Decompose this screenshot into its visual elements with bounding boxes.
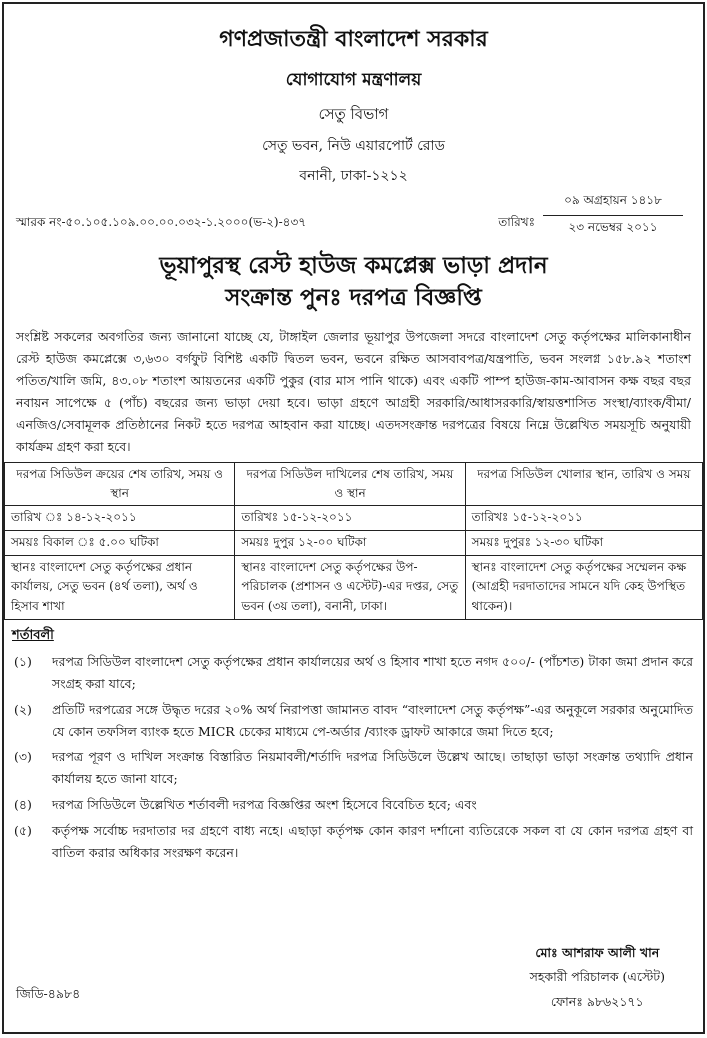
gd-number: জিডি-৪৯৮৪ xyxy=(16,986,81,1001)
term-text: দরপত্র সিডিউলে উল্লেখিত শর্তাবলী দরপত্র বিজ্ঞপ্তির অংশ হিসেবে বিবেচিত হবে; এবং xyxy=(52,797,477,813)
memo-row xyxy=(4,192,703,240)
opening-time: সময়ঃ দুপুরঃ ১২-৩০ ঘটিকা xyxy=(465,530,702,555)
term-item xyxy=(14,820,693,864)
schedule-header-row xyxy=(5,462,703,505)
schedule-header-opening: দরপত্র সিডিউল খোলার স্থান, তারিখ ও সময় xyxy=(465,462,702,505)
terms-heading: শর্তাবলী xyxy=(12,627,54,643)
term-text: দরপত্র সিডিউল বাংলাদেশ সেতু কর্তৃপক্ষের প্রধান কার্যালয়ের অর্থ ও হিসাব শাখা হতে নগদ ৫০০/- (পাঁচশত) টাকা জমা প্রদান করে সংগ্রহ করা যাবে; xyxy=(52,653,693,691)
opening-place: স্থানঃ বাংলাদেশ সেতু কর্তৃপক্ষের সম্মেলন কক্ষ (আগ্রহী দরদাতাদের সামনে যদি কেহ উপস্থিত থাকেন)। xyxy=(465,555,702,619)
submission-time: সময়ঃ দুপুর ১২-০০ ঘটিকা xyxy=(235,530,465,555)
term-item xyxy=(14,746,693,790)
address-line-2: বনানী, ঢাকা-১২১২ xyxy=(299,168,408,184)
date-box xyxy=(543,192,683,239)
division-name: সেতু বিভাগ xyxy=(318,105,389,123)
date-english: ২৩ নভেম্বর ২০১১ xyxy=(568,220,658,234)
schedule-header-purchase: দরপত্র সিডিউল ক্রয়ের শেষ তারিখ, সময় ও স্থান xyxy=(5,462,235,505)
submission-place: স্থানঃ বাংলাদেশ সেতু কর্তৃপক্ষের উপ-পরিচালক (প্রশাসন ও এস্টেট)-এর দপ্তর, সেতু ভবন (৩য় তলা), বনানী, ঢাকা। xyxy=(235,555,465,619)
memo-number: স্মারক নং-৫০.১০৫.১০৯.০০.০০.০৩২-১.২০০০(ভ-২)-৪৩৭ xyxy=(16,215,307,229)
term-number: (৩) xyxy=(14,749,32,765)
schedule-date-row xyxy=(5,506,703,531)
date-label: তারিখঃ xyxy=(498,215,535,229)
notice-body: সংশ্লিষ্ট সকলের অবগতির জন্য জানানো যাচ্ছে যে, টাঙ্গাইল জেলার ভূয়াপুর উপজেলা সদরে বাংলাদেশ সেতু কর্তৃপক্ষের মালিকানাধীন রেস্ট হাউজ কমপ্লেক্সে ৩,৬৩০ বর্গফুট বিশিষ্ট একটি দ্বিতল ভবন, ভবনে রক্ষিত আসবাবপত্র/যন্ত্রপাতি, ভবন সংলগ্ন ১৫৮.৯২ শতাংশ পতিত/খালি জমি, ৪৩.০৮ শতাংশ আয়তনের একটি পুকুর (বার মাস পানি থাকে) এবং একটি পাম্প হাউজ-কাম-আবাসন কক্ষ বছর বছর নবায়ন সাপেক্ষে ৫ (পাঁচ) বছরের জন্য ভাড়া দেয়া হবে। ভাড়া গ্রহণে আগ্রহী সরকারি/আধাসরকারি/স্বায়ত্তশাসিত সংস্থা/ব্যাংক/বীমা/এনজিও/সেবামূলক প্রতিষ্ঠানের নিকট হতে দরপত্র আহবান করা যাচ্ছে। এতদসংক্রান্ত দরপত্রের বিষয়ে নিম্নে উল্লেখিত সময়সূচি অনুযায়ী কার্যক্রম গ্রহণ করা হবে। xyxy=(16,329,691,454)
term-text: কর্তৃপক্ষ সর্বোচ্চ দরদাতার দর গ্রহণে বাধ্য নহে। এছাড়া কর্তৃপক্ষ কোন কারণ দর্শানো ব্যতিরেকে সকল বা যে কোন দরপত্র গ্রহণ বা বাতিল করার অধিকার সংরক্ষণ করেন। xyxy=(52,823,693,860)
term-text: দরপত্র পূরণ ও দাখিল সংক্রান্ত বিস্তারিত নিয়মাবলী/শর্তাদি দরপত্র সিডিউলে উল্লেখ আছে। তাছাড়া ভাড়া সংক্রান্ত তথ্যাদি প্রধান কার্যালয় হতে জানা যাবে; xyxy=(52,749,693,787)
purchase-time: সময়ঃ বিকাল ঃ ৫.০০ ঘটিকা xyxy=(5,530,235,555)
letterhead xyxy=(4,22,703,188)
schedule-header-submission: দরপত্র সিডিউল দাখিলের শেষ তারিখ, সময় ও স্থান xyxy=(235,462,465,505)
signatory-designation: সহকারী পরিচালক (এস্টেট) xyxy=(529,969,665,985)
term-number: (২) xyxy=(14,701,32,717)
date-bangla: ০৯ অগ্রহায়ন ১৪১৮ xyxy=(543,192,683,216)
signatory-phone: ফোনঃ ৯৮৬২১৭১ xyxy=(550,993,644,1009)
ministry-name: যোগাযোগ মন্ত্রণালয় xyxy=(285,70,422,90)
notice-page xyxy=(2,2,705,1034)
schedule-place-row xyxy=(5,555,703,619)
opening-date: তারিখঃ ১৫-১২-২০১১ xyxy=(465,506,702,531)
term-number: (১) xyxy=(14,653,32,669)
title-line-2: সংক্রান্ত পুনঃ দরপত্র বিজ্ঞপ্তি xyxy=(225,284,482,312)
purchase-date: তারিখ ঃ ১৪-১২-২০১১ xyxy=(5,506,235,531)
schedule-table xyxy=(4,462,703,620)
purchase-place: স্থানঃ বাংলাদেশ সেতু কর্তৃপক্ষের প্রধান কার্যালয়, সেতু ভবন (৪র্থ তলা), অর্থ ও হিসাব শাখা xyxy=(5,555,235,619)
term-item xyxy=(14,651,693,695)
government-name: গণপ্রজাতন্ত্রী বাংলাদেশ সরকার xyxy=(219,26,488,52)
term-text: প্রতিটি দরপত্রের সঙ্গে উদ্ধৃত দরের ২০% অর্থ নিরাপত্তা জামানত বাবদ “বাংলাদেশ সেতু কর্তৃপক্ষ”-এর অনুকূলে সরকার অনুমোদিত যে কোন তফসিল ব্যাংক হতে MICR চেকের মাধ্যমে পে-অর্ডার /ব্যাংক ড্রাফট আকারে জমা দিতে হবে; xyxy=(52,701,693,739)
term-number: (৪) xyxy=(14,797,32,813)
signature-block xyxy=(530,941,665,1014)
term-number: (৫) xyxy=(14,823,32,839)
term-item xyxy=(14,794,693,816)
term-item xyxy=(14,699,693,743)
schedule-time-row xyxy=(5,530,703,555)
address-line-1: সেতু ভবন, নিউ এয়ারপোর্ট রোড xyxy=(262,138,445,154)
signatory-name: মোঃ আশরাফ আলী খান xyxy=(535,944,660,960)
notice-title xyxy=(4,250,703,314)
title-line-1: ভূয়াপুরস্থ রেস্ট হাউজ কমপ্লেক্স ভাড়া প্রদান xyxy=(159,252,548,279)
submission-date: তারিখঃ ১৫-১২-২০১১ xyxy=(235,506,465,531)
